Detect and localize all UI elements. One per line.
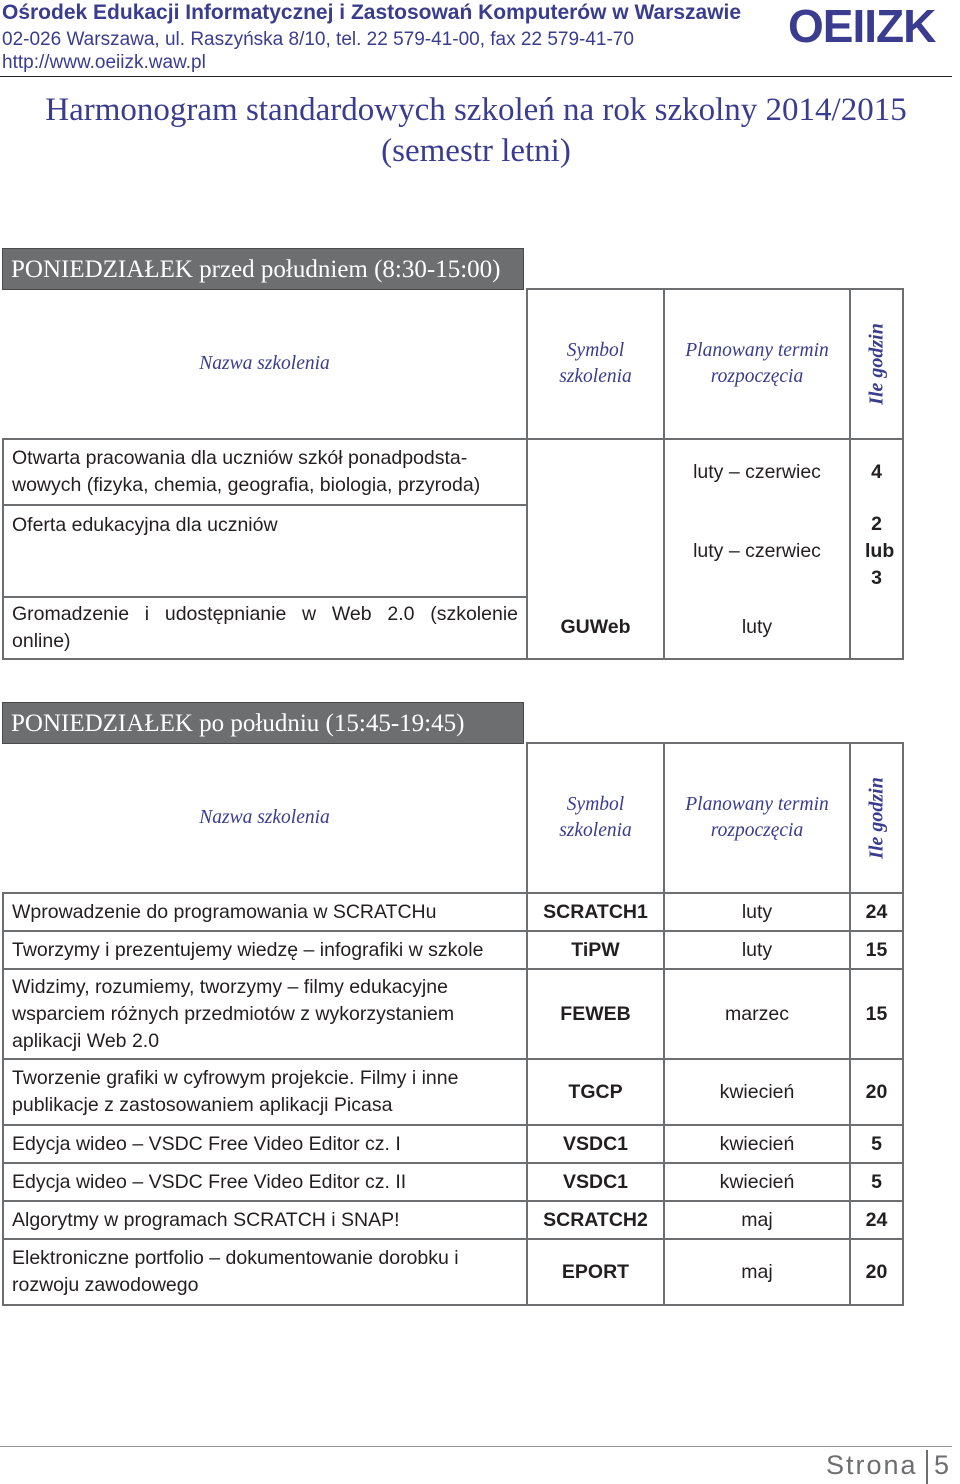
row-name: Elektroniczne portfolio – dokumentowanie dorobku i rozwoju zawodowego: [3, 1239, 527, 1305]
header-term: [664, 743, 850, 893]
table-row: [3, 439, 903, 505]
row-hours: 24: [850, 893, 903, 931]
section1-band: PONIEDZIAŁEK przed południem (8:30-15:00): [2, 248, 524, 290]
header-symbol: [527, 289, 664, 439]
row-symbol: [527, 505, 664, 597]
row-term: luty: [664, 931, 850, 969]
row-symbol: EPORT: [527, 1239, 664, 1305]
row-term: luty – czerwiec: [664, 505, 850, 597]
header-hours: [850, 743, 903, 893]
row-term: luty – czerwiec: [664, 439, 850, 505]
page-title: Harmonogram standardowych szkoleń na rok szkolny 2014/2015: [45, 92, 907, 128]
table-row: [3, 969, 903, 1059]
header-term-line2: rozpoczęcia: [710, 820, 804, 841]
row-hours: [850, 597, 903, 659]
row-hours: 24: [850, 1201, 903, 1239]
header-symbol: [527, 743, 664, 893]
row-hours: 20: [850, 1239, 903, 1305]
row-term: kwiecień: [664, 1059, 850, 1125]
row-term: kwiecień: [664, 1125, 850, 1163]
row-name: Otwarta pracowania dla uczniów szkół ponadpodsta-wowych (fizyka, chemia, geografia, biologia, przyroda): [3, 439, 527, 505]
header-symbol-line2: szkolenia: [559, 820, 632, 841]
row-symbol: GUWeb: [527, 597, 664, 659]
row-hours: 2 lub 3: [850, 505, 903, 597]
row-name: Gromadzenie i udostępnianie w Web 2.0 (szkolenie online): [3, 597, 527, 659]
row-hours: 5: [850, 1125, 903, 1163]
page-label: Strona: [826, 1450, 918, 1480]
row-name: Wprowadzenie do programowania w SCRATCHu: [3, 893, 527, 931]
row-name: Edycja wideo – VSDC Free Video Editor cz. I: [3, 1125, 527, 1163]
header-hours: [850, 289, 903, 439]
row-name: Tworzymy i prezentujemy wiedzę – infografiki w szkole: [3, 931, 527, 969]
row-symbol: SCRATCH2: [527, 1201, 664, 1239]
row-term: maj: [664, 1201, 850, 1239]
page-subtitle: (semestr letni): [381, 133, 571, 169]
row-symbol: [527, 439, 664, 505]
row-term: marzec: [664, 969, 850, 1059]
row-hours: 20: [850, 1059, 903, 1125]
table-row: [3, 505, 903, 597]
row-term: maj: [664, 1239, 850, 1305]
header-hours-label: Ile godzin: [865, 323, 887, 405]
table-row: [3, 893, 903, 931]
header-symbol-line1: Symbol: [566, 340, 625, 361]
table-row: [3, 931, 903, 969]
page-number: 5: [934, 1450, 950, 1480]
row-name: Algorytmy w programach SCRATCH i SNAP!: [3, 1201, 527, 1239]
organization-website[interactable]: http://www.oeiizk.waw.pl: [2, 52, 206, 73]
row-symbol: FEWEB: [527, 969, 664, 1059]
header-name: Nazwa szkolenia: [3, 289, 527, 439]
table-header-row: [3, 743, 903, 893]
header-name: Nazwa szkolenia: [3, 743, 527, 893]
page-separator: [926, 1450, 928, 1484]
row-symbol: SCRATCH1: [527, 893, 664, 931]
header-term: [664, 289, 850, 439]
table-row: [3, 1163, 903, 1201]
header-hours-label: Ile godzin: [865, 777, 887, 859]
row-symbol: VSDC1: [527, 1163, 664, 1201]
header-symbol-line2: szkolenia: [559, 366, 632, 387]
row-term: luty: [664, 893, 850, 931]
table-header-row: [3, 289, 903, 439]
section1-table: [2, 288, 904, 660]
row-term: luty: [664, 597, 850, 659]
row-symbol: VSDC1: [527, 1125, 664, 1163]
header-symbol-line1: Symbol: [566, 794, 625, 815]
row-symbol: TiPW: [527, 931, 664, 969]
oeiizk-logo: [788, 2, 954, 48]
row-name: Oferta edukacyjna dla uczniów: [3, 505, 527, 597]
section2-band: PONIEDZIAŁEK po południu (15:45-19:45): [2, 702, 524, 744]
table-row: [3, 597, 903, 659]
header-term-line2: rozpoczęcia: [710, 366, 804, 387]
row-symbol: TGCP: [527, 1059, 664, 1125]
row-name: Edycja wideo – VSDC Free Video Editor cz. II: [3, 1163, 527, 1201]
section2-table: [2, 742, 904, 1306]
table-row: [3, 1239, 903, 1305]
logo-text: OEIIZK: [788, 2, 936, 48]
organization-name: Ośrodek Edukacji Informatycznej i Zastosowań Komputerów w Warszawie: [2, 1, 742, 24]
table-row: [3, 1059, 903, 1125]
row-term: kwiecień: [664, 1163, 850, 1201]
row-hours: 15: [850, 931, 903, 969]
row-hours: 4: [850, 439, 903, 505]
row-hours: 15: [850, 969, 903, 1059]
table-row: [3, 1125, 903, 1163]
row-name: Widzimy, rozumiemy, tworzymy – filmy edukacyjne wsparciem różnych przedmiotów z wykorzystaniem aplikacji Web 2.0: [3, 969, 527, 1059]
header-term-line1: Planowany termin: [685, 340, 829, 361]
organization-address: 02-026 Warszawa, ul. Raszyńska 8/10, tel. 22 579-41-00, fax 22 579-41-70: [2, 29, 634, 50]
row-name: Tworzenie grafiki w cyfrowym projekcie. Filmy i inne publikacje z zastosowaniem aplikacji Picasa: [3, 1059, 527, 1125]
footer-rule: [0, 1446, 952, 1447]
row-hours: 5: [850, 1163, 903, 1201]
header-rule: [0, 76, 952, 77]
table-row: [3, 1201, 903, 1239]
header-term-line1: Planowany termin: [685, 794, 829, 815]
